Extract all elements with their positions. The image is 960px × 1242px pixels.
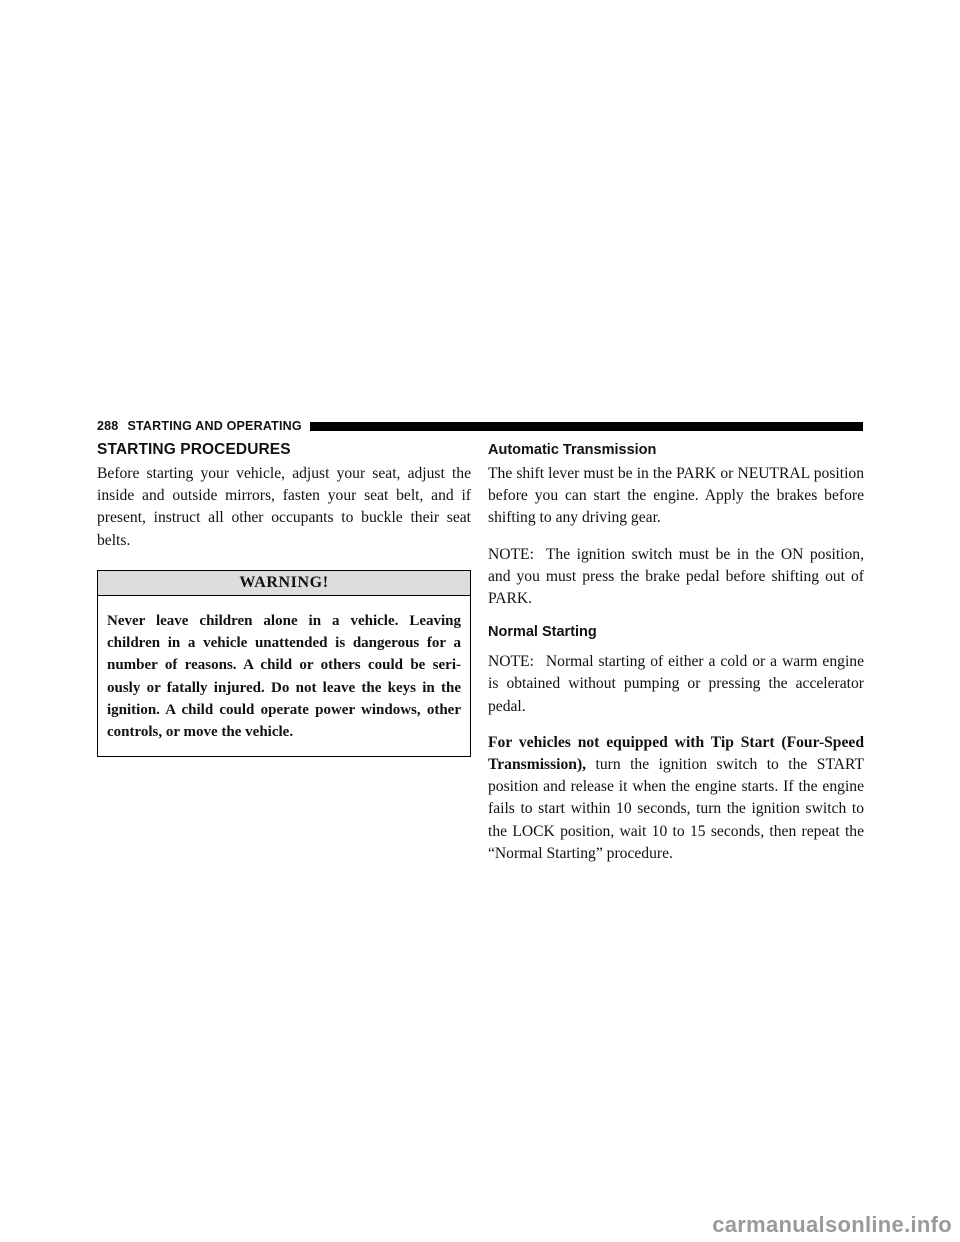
automatic-transmission-heading: Automatic Transmission — [488, 442, 657, 458]
section-title: STARTING AND OPERATING — [127, 419, 302, 433]
page-header — [97, 418, 863, 434]
note-ignition-text: The ignition switch must be in the ON position, and you must press the brake pedal before shifting out of PARK. — [488, 545, 864, 608]
note-label: NOTE: — [488, 653, 534, 671]
page-number: 288 — [97, 419, 119, 433]
tip-start-lead: For vehicles not equipped with Tip Start (Four-Speed Transmission), — [488, 733, 864, 774]
starting-procedures-heading: STARTING PROCEDURES — [97, 441, 291, 458]
header-rule — [310, 422, 863, 431]
right-column — [488, 440, 864, 865]
normal-starting-heading: Normal Starting — [488, 624, 597, 641]
automatic-transmission-paragraph: The shift lever must be in the PARK or NEUTRAL position before you can start the engine. Apply the brakes before shifting to any driving gear. — [488, 465, 864, 527]
note-normal-starting-text: Normal starting of either a cold or a warm engine is obtained without pumping or pressing the accelerator pedal. — [488, 653, 864, 715]
note-ignition-paragraph — [488, 544, 864, 611]
intro-paragraph: Before starting your vehicle, adjust your seat, adjust the inside and outside mirrors, fasten your seat belt, and if present, instruct all other occupants to buckle their seat belts. — [97, 465, 471, 549]
note-normal-starting-paragraph — [488, 651, 864, 718]
warning-box — [97, 570, 471, 757]
tip-start-paragraph — [488, 732, 864, 865]
left-column — [97, 440, 471, 757]
watermark-logo: carmanualsonline.info — [712, 1212, 952, 1237]
warning-text: Never leave children alone in a vehicle. Leaving children in a vehicle unattended is dangerous for a number of reasons. A child or others could be seri-ously or fatally injured. Do not leave the keys in the ignition. A child could operate power windows, other controls, or move the vehicle. — [107, 612, 461, 741]
note-label: NOTE: — [488, 545, 534, 563]
tip-start-text: turn the ignition switch to the START position and release it when the engine starts. If the engine fails to start within 10 seconds, turn the ignition switch to the LOCK position, wait 10 to 15 seconds, then repeat the “Normal Starting” procedure. — [488, 756, 864, 862]
warning-title: WARNING! — [98, 571, 470, 596]
